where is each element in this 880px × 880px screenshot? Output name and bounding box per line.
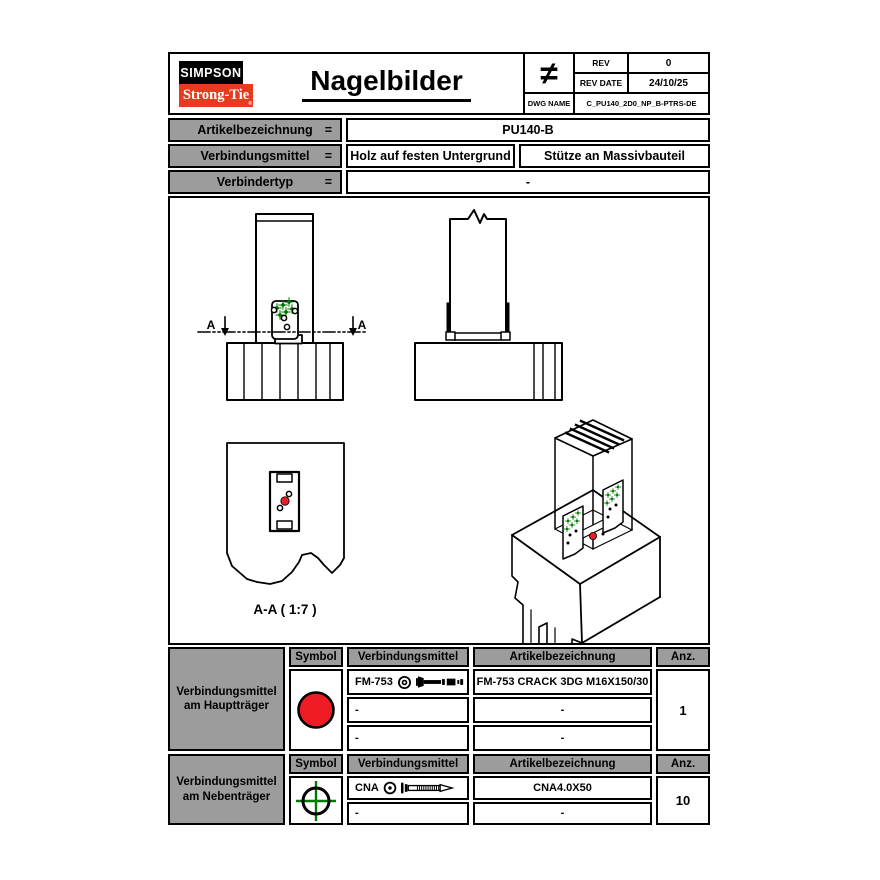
fastener-cell: [347, 802, 469, 826]
col-header-fastener: Verbindungsmittel: [347, 647, 469, 667]
registered-mark: ®: [248, 101, 252, 107]
qty-cell: 1: [656, 669, 710, 751]
rev-value: 0: [627, 54, 708, 74]
info-label-text: Artikelbezeichnung: [197, 123, 313, 137]
fastener-name: FM-753: [355, 676, 393, 688]
fastener-table-secondary: [168, 754, 710, 825]
fastener-name: CNA: [355, 781, 379, 794]
technical-drawing: [170, 198, 708, 643]
symbol-cell: [289, 776, 343, 825]
article-column: [473, 776, 652, 825]
col-header-fastener: Verbindungsmittel: [347, 754, 469, 774]
equals-sign: =: [324, 149, 332, 163]
section-caption: A-A ( 1:7 ): [253, 602, 317, 617]
fastener-column: [347, 669, 469, 751]
symbol-cell: [289, 669, 343, 751]
section-a-a: [227, 443, 344, 617]
simpson-logo-text: [179, 61, 243, 84]
info-row-artikelbezeichnung: [168, 118, 710, 142]
table-row-label: Verbindungsmittel am Hauptträger: [168, 647, 285, 751]
col-header-qty: Anz.: [656, 647, 710, 667]
info-label: [168, 118, 342, 142]
title-block: [168, 52, 710, 115]
info-value-1: Holz auf festen Untergrund: [346, 144, 515, 168]
front-view: [198, 214, 367, 400]
anchor-head-icon: [397, 675, 412, 690]
table-row-label: Verbindungsmittel am Nebenträger: [168, 754, 285, 825]
fastener-name: -: [355, 704, 359, 716]
table-body: [289, 669, 710, 751]
strongtie-logo-text: [179, 84, 253, 107]
equals-sign: =: [324, 123, 332, 137]
info-row-verbindungsmittel: [168, 144, 710, 168]
col-header-article: Artikelbezeichnung: [473, 754, 652, 774]
green-crosshair-icon: [293, 779, 339, 823]
info-label-text: Verbindungsmittel: [200, 149, 310, 163]
logo-line2: Strong-Tie: [182, 87, 250, 103]
fastener-name: -: [355, 732, 359, 744]
fastener-column: [347, 776, 469, 825]
article-cell: -: [473, 725, 652, 751]
col-header-qty: Anz.: [656, 754, 710, 774]
anchor-symbol-red-dot: [281, 497, 289, 505]
isometric-view: [512, 420, 660, 643]
side-view: [415, 210, 562, 400]
section-marker-a-left: A: [206, 318, 216, 332]
drawing-area: [168, 196, 710, 645]
fastener-cell: [347, 776, 469, 800]
red-circle-icon: [295, 689, 337, 731]
simpson-strongtie-logo: [179, 61, 253, 107]
fastener-name: -: [355, 807, 359, 820]
title-wrap: [260, 54, 513, 113]
dwg-name-label: DWG NAME: [523, 94, 573, 113]
info-label-text: Verbindertyp: [216, 175, 294, 189]
logo-line1: SIMPSON: [180, 65, 242, 80]
page-title: Nagelbilder: [302, 65, 470, 102]
table-main-grid: [289, 754, 710, 825]
table-header-row: [289, 647, 710, 667]
info-label: [168, 170, 342, 194]
info-value: PU140-B: [346, 118, 710, 142]
fastener-cell: [347, 669, 469, 695]
section-marker-a-right: A: [357, 318, 367, 332]
nail-head-icon: [383, 781, 397, 795]
projection-symbol-icon: ≠: [523, 54, 573, 94]
table-body: [289, 776, 710, 825]
fastener-cell: [347, 725, 469, 751]
drawing-sheet: [168, 52, 710, 826]
article-column: [473, 669, 652, 751]
col-header-symbol: Symbol: [289, 647, 343, 667]
table-main-grid: [289, 647, 710, 751]
col-header-symbol: Symbol: [289, 754, 343, 774]
iso-anchor-red-dot: [589, 532, 596, 539]
equals-sign: =: [324, 175, 332, 189]
info-row-verbindertyp: [168, 170, 710, 194]
article-cell: -: [473, 697, 652, 723]
revision-block: [523, 54, 708, 113]
fastener-cell: [347, 697, 469, 723]
qty-cell: 10: [656, 776, 710, 825]
fastener-table-main: [168, 647, 710, 751]
article-cell: CNA4.0X50: [473, 776, 652, 800]
dwg-name-value: C_PU140_2D0_NP_B-PTRS-DE: [573, 94, 708, 113]
rev-label: REV: [573, 54, 627, 74]
rev-date-value: 24/10/25: [627, 74, 708, 94]
info-value: -: [346, 170, 710, 194]
table-header-row: [289, 754, 710, 774]
article-cell: FM-753 CRACK 3DG M16X150/30: [473, 669, 652, 695]
anchor-bolt-icon: [416, 675, 466, 689]
info-label: [168, 144, 342, 168]
ring-shank-nail-icon: [401, 781, 457, 795]
rev-date-label: REV DATE: [573, 74, 627, 94]
col-header-article: Artikelbezeichnung: [473, 647, 652, 667]
article-cell: -: [473, 802, 652, 826]
info-value-2: Stütze an Massivbauteil: [519, 144, 710, 168]
